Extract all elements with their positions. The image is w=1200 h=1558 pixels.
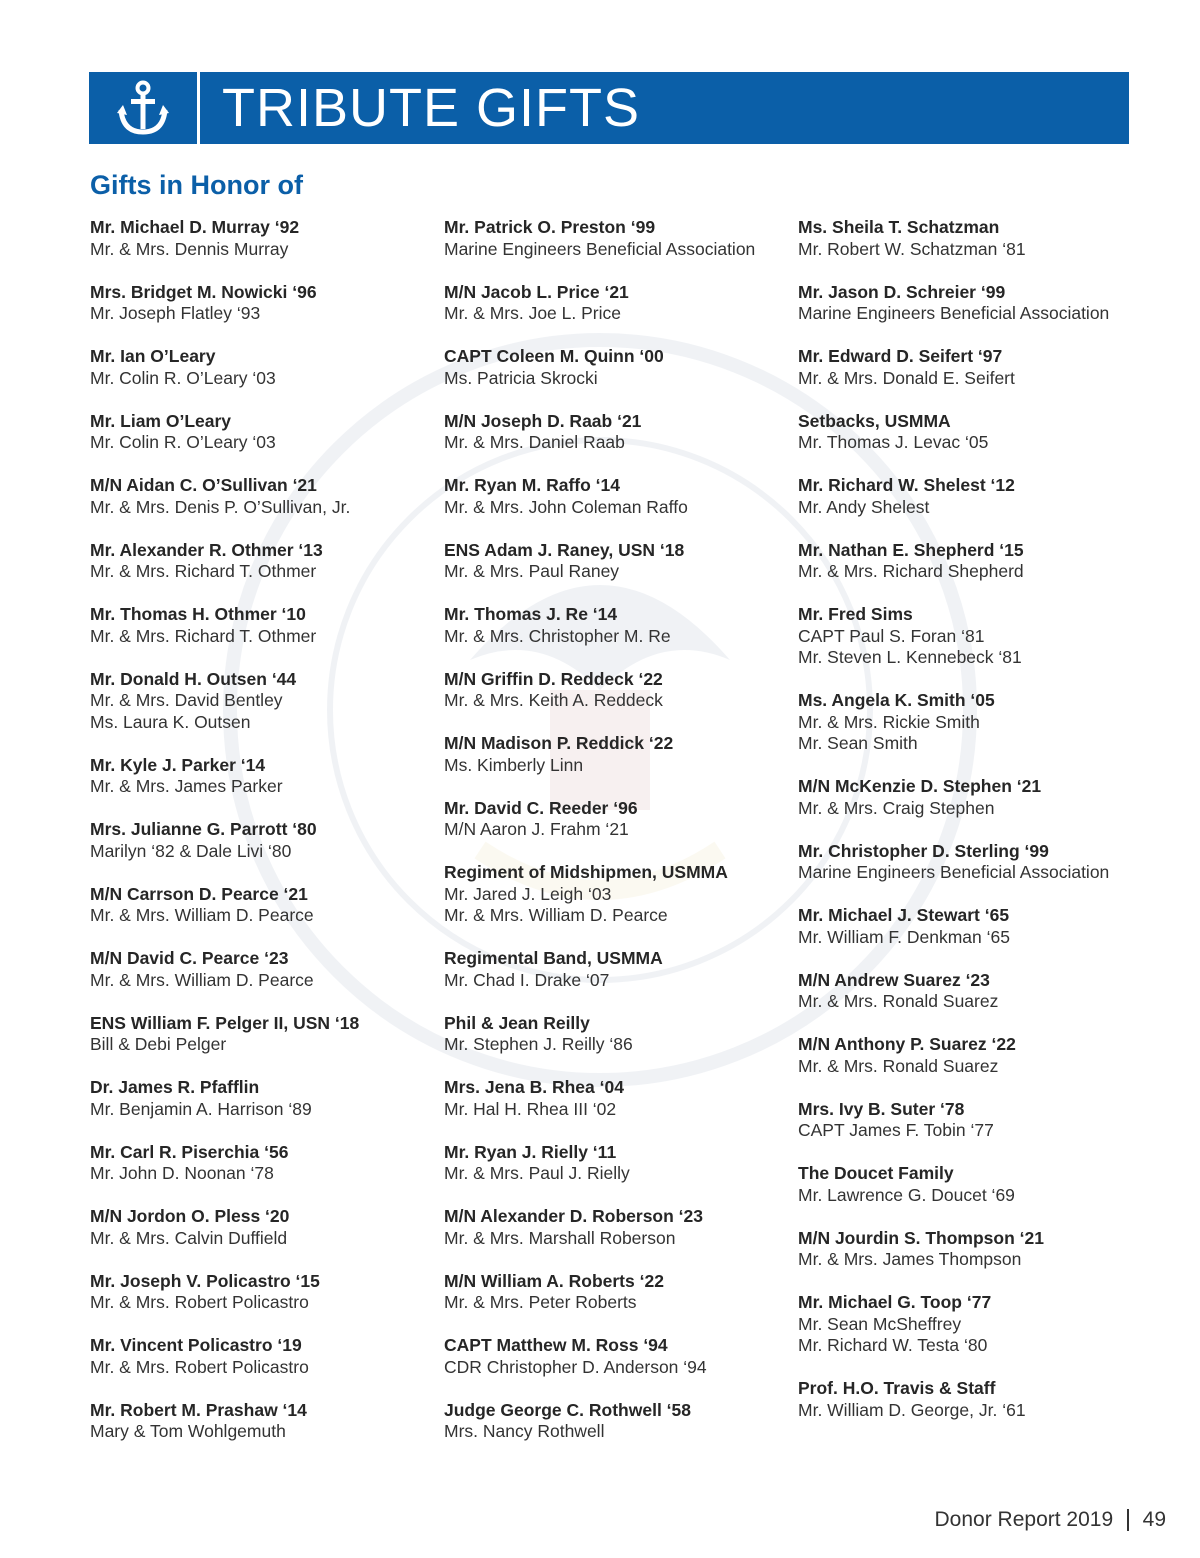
donor-name: Mr. & Mrs. Ronald Suarez (798, 1055, 999, 1076)
honoree-name: Judge George C. Rothwell ‘58 (444, 1399, 691, 1420)
honoree-name: M/N Carrson D. Pearce ‘21 (90, 883, 308, 904)
tribute-entry (444, 604, 755, 647)
tribute-entry (444, 948, 755, 991)
tribute-entry (90, 1013, 359, 1056)
honoree-name: Mr. Ian O’Leary (90, 346, 216, 366)
tribute-entry (798, 1292, 1109, 1357)
honoree-name: Mr. Jason D. Schreier ‘99 (798, 281, 1006, 302)
donor-name: Mr. & Mrs. David Bentley (90, 690, 283, 710)
honoree-name: Mr. Michael J. Stewart ‘65 (798, 905, 1010, 925)
tribute-entry (444, 475, 755, 518)
tribute-entry (798, 282, 1109, 325)
footer-report-title: Donor Report 2019 (934, 1508, 1114, 1531)
donor-name: Mr. Andy Shelest (798, 496, 930, 517)
honoree-name: Mr. Alexander R. Othmer ‘13 (90, 539, 323, 560)
honoree-name: Mr. Vincent Policastro ‘19 (90, 1335, 302, 1355)
tribute-entry (798, 1099, 1109, 1142)
honoree-name: The Doucet Family (798, 1163, 954, 1183)
honoree-name: Phil & Jean Reilly (444, 1012, 590, 1033)
donor-name: Mr. & Mrs. Keith A. Reddeck (444, 690, 663, 710)
tribute-entry (444, 733, 755, 776)
honoree-name: Regimental Band, USMMA (444, 948, 663, 968)
honoree-name: M/N William A. Roberts ‘22 (444, 1270, 664, 1291)
honoree-name: Mr. Michael D. Murray ‘92 (90, 217, 300, 237)
donor-name: Mr. Robert W. Schatzman ‘81 (798, 238, 1026, 259)
tribute-entry (90, 948, 359, 991)
tribute-entry (798, 346, 1109, 389)
honoree-name: M/N Alexander D. Roberson ‘23 (444, 1206, 703, 1226)
honoree-name: M/N Jourdin S. Thompson ‘21 (798, 1227, 1044, 1248)
honoree-name: Mr. Liam O’Leary (90, 410, 232, 431)
tribute-entry (798, 776, 1109, 819)
honoree-name: Mr. Joseph V. Policastro ‘15 (90, 1270, 320, 1291)
anchor-icon (89, 72, 197, 144)
honoree-name: ENS William F. Pelger II, USN ‘18 (90, 1012, 360, 1033)
footer-divider (1127, 1509, 1129, 1531)
honoree-name: M/N Jordon O. Pless ‘20 (90, 1206, 290, 1226)
honoree-name: M/N Joseph D. Raab ‘21 (444, 410, 642, 431)
donor-name: Mr. & Mrs. Richard T. Othmer (90, 625, 317, 646)
tribute-entry (798, 411, 1109, 454)
donor-name: Mr. Thomas J. Levac ‘05 (798, 432, 989, 452)
donor-name: Mr. William D. George, Jr. ‘61 (798, 1399, 1026, 1420)
donor-name: Mr. & Mrs. Denis P. O’Sullivan, Jr. (90, 496, 351, 517)
page-number: 49 (1142, 1508, 1166, 1531)
tribute-entry (90, 1271, 359, 1314)
donor-name: Mr. & Mrs. Peter Roberts (444, 1292, 637, 1312)
honoree-name: Mrs. Ivy B. Suter ‘78 (798, 1098, 965, 1119)
donor-name: Mr. & Mrs. Craig Stephen (798, 797, 995, 818)
tribute-entry (90, 217, 359, 260)
honoree-name: M/N McKenzie D. Stephen ‘21 (798, 776, 1042, 796)
tribute-entry (90, 884, 359, 927)
honoree-name: Mrs. Julianne G. Parrott ‘80 (90, 819, 317, 839)
donor-name: CDR Christopher D. Anderson ‘94 (444, 1356, 707, 1377)
donor-name: Ms. Kimberly Linn (444, 754, 584, 775)
donor-name: Mr. Steven L. Kennebeck ‘81 (798, 647, 1022, 667)
tribute-entry (444, 1013, 755, 1056)
honoree-name: Mr. Robert M. Prashaw ‘14 (90, 1399, 307, 1420)
donor-name: Mr. Lawrence G. Doucet ‘69 (798, 1184, 1015, 1205)
tribute-entry (90, 1077, 359, 1120)
tribute-entry (798, 841, 1109, 884)
tribute-entry (90, 755, 359, 798)
tribute-column-2 (444, 217, 755, 1464)
honoree-name: Ms. Sheila T. Schatzman (798, 217, 1000, 237)
tribute-entry (90, 1335, 359, 1378)
honoree-name: Ms. Angela K. Smith ‘05 (798, 690, 995, 710)
tribute-entry (798, 1228, 1109, 1271)
donor-name: Mr. Richard W. Testa ‘80 (798, 1335, 988, 1355)
donor-name: Ms. Patricia Skrocki (444, 367, 598, 388)
honoree-name: M/N Madison P. Reddick ‘22 (444, 733, 674, 753)
donor-name: CAPT James F. Tobin ‘77 (798, 1120, 994, 1140)
honoree-name: Mr. Edward D. Seifert ‘97 (798, 346, 1003, 366)
honoree-name: Mr. Patrick O. Preston ‘99 (444, 217, 656, 237)
donor-name: Mr. & Mrs. Marshall Roberson (444, 1227, 676, 1248)
donor-name: Bill & Debi Pelger (90, 1034, 227, 1054)
honoree-name: Mr. Ryan J. Rielly ‘11 (444, 1141, 617, 1162)
donor-name: Ms. Laura K. Outsen (90, 711, 251, 732)
honoree-name: Dr. James R. Pfafflin (90, 1077, 260, 1097)
donor-name: Mr. John D. Noonan ‘78 (90, 1163, 274, 1183)
tribute-entry (90, 411, 359, 454)
tribute-entry (798, 1034, 1109, 1077)
donor-name: Mr. & Mrs. Richard Shepherd (798, 561, 1024, 581)
tribute-entry (444, 1142, 755, 1185)
donor-name: Mr. Chad I. Drake ‘07 (444, 969, 610, 990)
honoree-name: Regiment of Midshipmen, USMMA (444, 862, 728, 882)
donor-name: Marilyn ‘82 & Dale Livi ‘80 (90, 840, 292, 861)
tribute-entry (90, 282, 359, 325)
donor-name: Mr. & Mrs. Robert Policastro (90, 1356, 309, 1377)
donor-name: Mr. & Mrs. Rickie Smith (798, 711, 980, 732)
honoree-name: ENS Adam J. Raney, USN ‘18 (444, 539, 685, 560)
donor-name: Mrs. Nancy Rothwell (444, 1421, 605, 1441)
donor-name: Mr. & Mrs. Calvin Duffield (90, 1227, 288, 1248)
donor-name: Mr. Colin R. O’Leary ‘03 (90, 367, 276, 388)
tribute-entry (798, 540, 1109, 583)
honoree-name: Mrs. Bridget M. Nowicki ‘96 (90, 281, 317, 302)
donor-name: Mr. & Mrs. William D. Pearce (90, 969, 314, 990)
tribute-entry (444, 1271, 755, 1314)
tribute-entry (90, 1206, 359, 1249)
honoree-name: Mr. Carl R. Piserchia ‘56 (90, 1141, 289, 1162)
tribute-entry (444, 540, 755, 583)
honoree-name: CAPT Matthew M. Ross ‘94 (444, 1335, 668, 1355)
honoree-name: Prof. H.O. Travis & Staff (798, 1378, 996, 1398)
donor-name: Marine Engineers Beneficial Association (444, 238, 756, 259)
donor-name: Mr. & Mrs. Paul J. Rielly (444, 1163, 630, 1183)
donor-name: Mr. & Mrs. Dennis Murray (90, 238, 289, 259)
page-title: TRIBUTE GIFTS (222, 78, 640, 138)
tribute-entry (90, 669, 359, 734)
donor-name: Mr. Jared J. Leigh ‘03 (444, 883, 612, 904)
honoree-name: M/N Aidan C. O’Sullivan ‘21 (90, 475, 317, 495)
donor-name: Mr. & Mrs. Robert Policastro (90, 1292, 309, 1312)
donor-name: Mr. Benjamin A. Harrison ‘89 (90, 1098, 312, 1119)
tribute-entry (90, 475, 359, 518)
tribute-entry (90, 604, 359, 647)
donor-name: Mr. Joseph Flatley ‘93 (90, 303, 261, 323)
tribute-column-3 (798, 217, 1109, 1443)
tribute-entry (444, 1335, 755, 1378)
honoree-name: Mr. Nathan E. Shepherd ‘15 (798, 539, 1024, 560)
tribute-entry (444, 346, 755, 389)
tribute-entry (798, 690, 1109, 755)
donor-name: Mr. & Mrs. William D. Pearce (444, 905, 668, 925)
donor-name: Mr. & Mrs. Donald E. Seifert (798, 367, 1015, 388)
donor-name: Mary & Tom Wohlgemuth (90, 1421, 286, 1441)
donor-name: CAPT Paul S. Foran ‘81 (798, 625, 985, 646)
tribute-entry (798, 475, 1109, 518)
donor-name: Mr. & Mrs. Daniel Raab (444, 432, 625, 452)
tribute-entry (444, 411, 755, 454)
donor-name: Mr. & Mrs. Ronald Suarez (798, 991, 999, 1011)
tribute-entry (444, 1400, 755, 1443)
tribute-entry (798, 604, 1109, 669)
tribute-entry (90, 346, 359, 389)
honoree-name: Mr. Christopher D. Sterling ‘99 (798, 840, 1049, 861)
donor-name: Mr. William F. Denkman ‘65 (798, 926, 1010, 947)
tribute-entry (90, 1400, 359, 1443)
tribute-entry (798, 1163, 1109, 1206)
donor-name: M/N Aaron J. Frahm ‘21 (444, 819, 629, 839)
banner-divider (197, 72, 200, 144)
honoree-name: CAPT Coleen M. Quinn ‘00 (444, 346, 664, 366)
donor-name: Mr. & Mrs. William D. Pearce (90, 905, 314, 925)
section-heading: Gifts in Honor of (90, 170, 303, 200)
honoree-name: Mr. Ryan M. Raffo ‘14 (444, 475, 621, 495)
honoree-name: Mr. David C. Reeder ‘96 (444, 797, 638, 818)
donor-name: Marine Engineers Beneficial Association (798, 862, 1110, 882)
donor-name: Marine Engineers Beneficial Association (798, 303, 1110, 323)
honoree-name: Mrs. Jena B. Rhea ‘04 (444, 1077, 624, 1097)
tribute-entry (90, 540, 359, 583)
honoree-name: Mr. Michael G. Toop ‘77 (798, 1292, 992, 1312)
tribute-entry (444, 798, 755, 841)
donor-name: Mr. & Mrs. Christopher M. Re (444, 625, 671, 646)
tribute-entry (90, 1142, 359, 1185)
tribute-entry (798, 1378, 1109, 1421)
honoree-name: M/N Griffin D. Reddeck ‘22 (444, 668, 663, 689)
donor-name: Mr. Stephen J. Reilly ‘86 (444, 1034, 633, 1054)
tribute-entry (798, 905, 1109, 948)
donor-name: Mr. Sean McSheffrey (798, 1313, 962, 1334)
honoree-name: Mr. Thomas J. Re ‘14 (444, 604, 618, 624)
honoree-name: Mr. Thomas H. Othmer ‘10 (90, 604, 306, 624)
tribute-entry (444, 1206, 755, 1249)
tribute-entry (798, 217, 1109, 260)
honoree-name: Mr. Kyle J. Parker ‘14 (90, 754, 266, 775)
donor-name: Mr. Colin R. O’Leary ‘03 (90, 432, 276, 452)
donor-name: Mr. & Mrs. John Coleman Raffo (444, 496, 688, 517)
tribute-entry (444, 217, 755, 260)
honoree-name: Mr. Richard W. Shelest ‘12 (798, 475, 1015, 495)
tribute-column-1 (90, 217, 359, 1464)
honoree-name: M/N Anthony P. Suarez ‘22 (798, 1034, 1016, 1054)
honoree-name: Setbacks, USMMA (798, 410, 951, 431)
tribute-entry (444, 862, 755, 927)
tribute-entry (444, 669, 755, 712)
page-footer (935, 1508, 1166, 1532)
honoree-name: M/N David C. Pearce ‘23 (90, 948, 289, 968)
donor-name: Mr. Hal H. Rhea III ‘02 (444, 1098, 617, 1119)
tribute-gifts-banner (89, 72, 1129, 144)
donor-name: Mr. & Mrs. Richard T. Othmer (90, 561, 317, 581)
tribute-entry (798, 970, 1109, 1013)
donor-name: Mr. Sean Smith (798, 733, 918, 753)
tribute-entry (90, 819, 359, 862)
tribute-entry (444, 1077, 755, 1120)
tribute-entry (444, 282, 755, 325)
donor-name: Mr. & Mrs. James Parker (90, 776, 283, 796)
honoree-name: M/N Andrew Suarez ‘23 (798, 969, 990, 990)
donor-name: Mr. & Mrs. Paul Raney (444, 561, 620, 581)
donor-name: Mr. & Mrs. James Thompson (798, 1249, 1022, 1269)
honoree-name: M/N Jacob L. Price ‘21 (444, 281, 629, 302)
honoree-name: Mr. Donald H. Outsen ‘44 (90, 668, 297, 689)
honoree-name: Mr. Fred Sims (798, 604, 913, 624)
donor-name: Mr. & Mrs. Joe L. Price (444, 303, 621, 323)
